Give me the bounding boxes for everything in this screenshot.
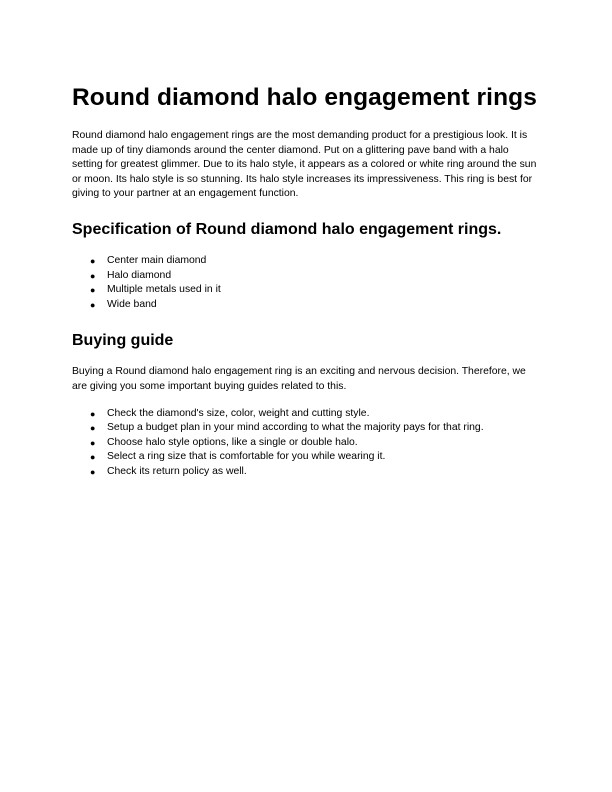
bullet-icon: ●	[90, 437, 96, 448]
bullet-icon: ●	[90, 299, 96, 310]
buying-guide-list	[72, 407, 542, 480]
bullet-icon: ●	[90, 452, 96, 463]
page-title: Round diamond halo engagement rings	[72, 84, 537, 111]
list-item: ● Check its return policy as well.	[72, 465, 542, 480]
document-page	[72, 84, 542, 480]
list-item: ● Setup a budget plan in your mind according to what the majority pays for that ring.	[72, 421, 542, 436]
list-item: ● Check the diamond's size, color, weight and cutting style.	[72, 407, 542, 422]
intro-paragraph: Round diamond halo engagement rings are the most demanding product for a prestigious look. It is made up of tiny diamonds around the center diamond. Put on a glittering pave band with a halo setting for greatest glimmer. Due to its halo style, it appears as a colored or white ring around the sun or moon. Its halo style is so stunning. Its halo style increases its impressiveness. This ring is best for giving to your partner at an engagement function.	[72, 130, 537, 200]
list-item: ● Select a ring size that is comfortable for you while wearing it.	[72, 450, 542, 465]
buying-guide-paragraph: Buying a Round diamond halo engagement ring is an exciting and nervous decision. Therefore, we are giving you some important buying guides related to this.	[72, 366, 526, 392]
bullet-icon: ●	[90, 423, 96, 434]
bullet-icon: ●	[90, 466, 96, 477]
list-item: ● Choose halo style options, like a single or double halo.	[72, 436, 542, 451]
list-item: ● Center main diamond	[72, 254, 542, 269]
bullet-icon: ●	[90, 408, 96, 419]
bullet-icon: ●	[90, 285, 96, 296]
spec-heading: Specification of Round diamond halo engagement rings.	[72, 220, 502, 238]
buying-guide-heading: Buying guide	[72, 332, 174, 350]
list-item: ● Halo diamond	[72, 269, 542, 284]
list-item: ● Wide band	[72, 298, 542, 313]
list-item: ● Multiple metals used in it	[72, 283, 542, 298]
bullet-icon: ●	[90, 270, 96, 281]
spec-list	[72, 254, 542, 312]
bullet-icon: ●	[90, 255, 96, 266]
